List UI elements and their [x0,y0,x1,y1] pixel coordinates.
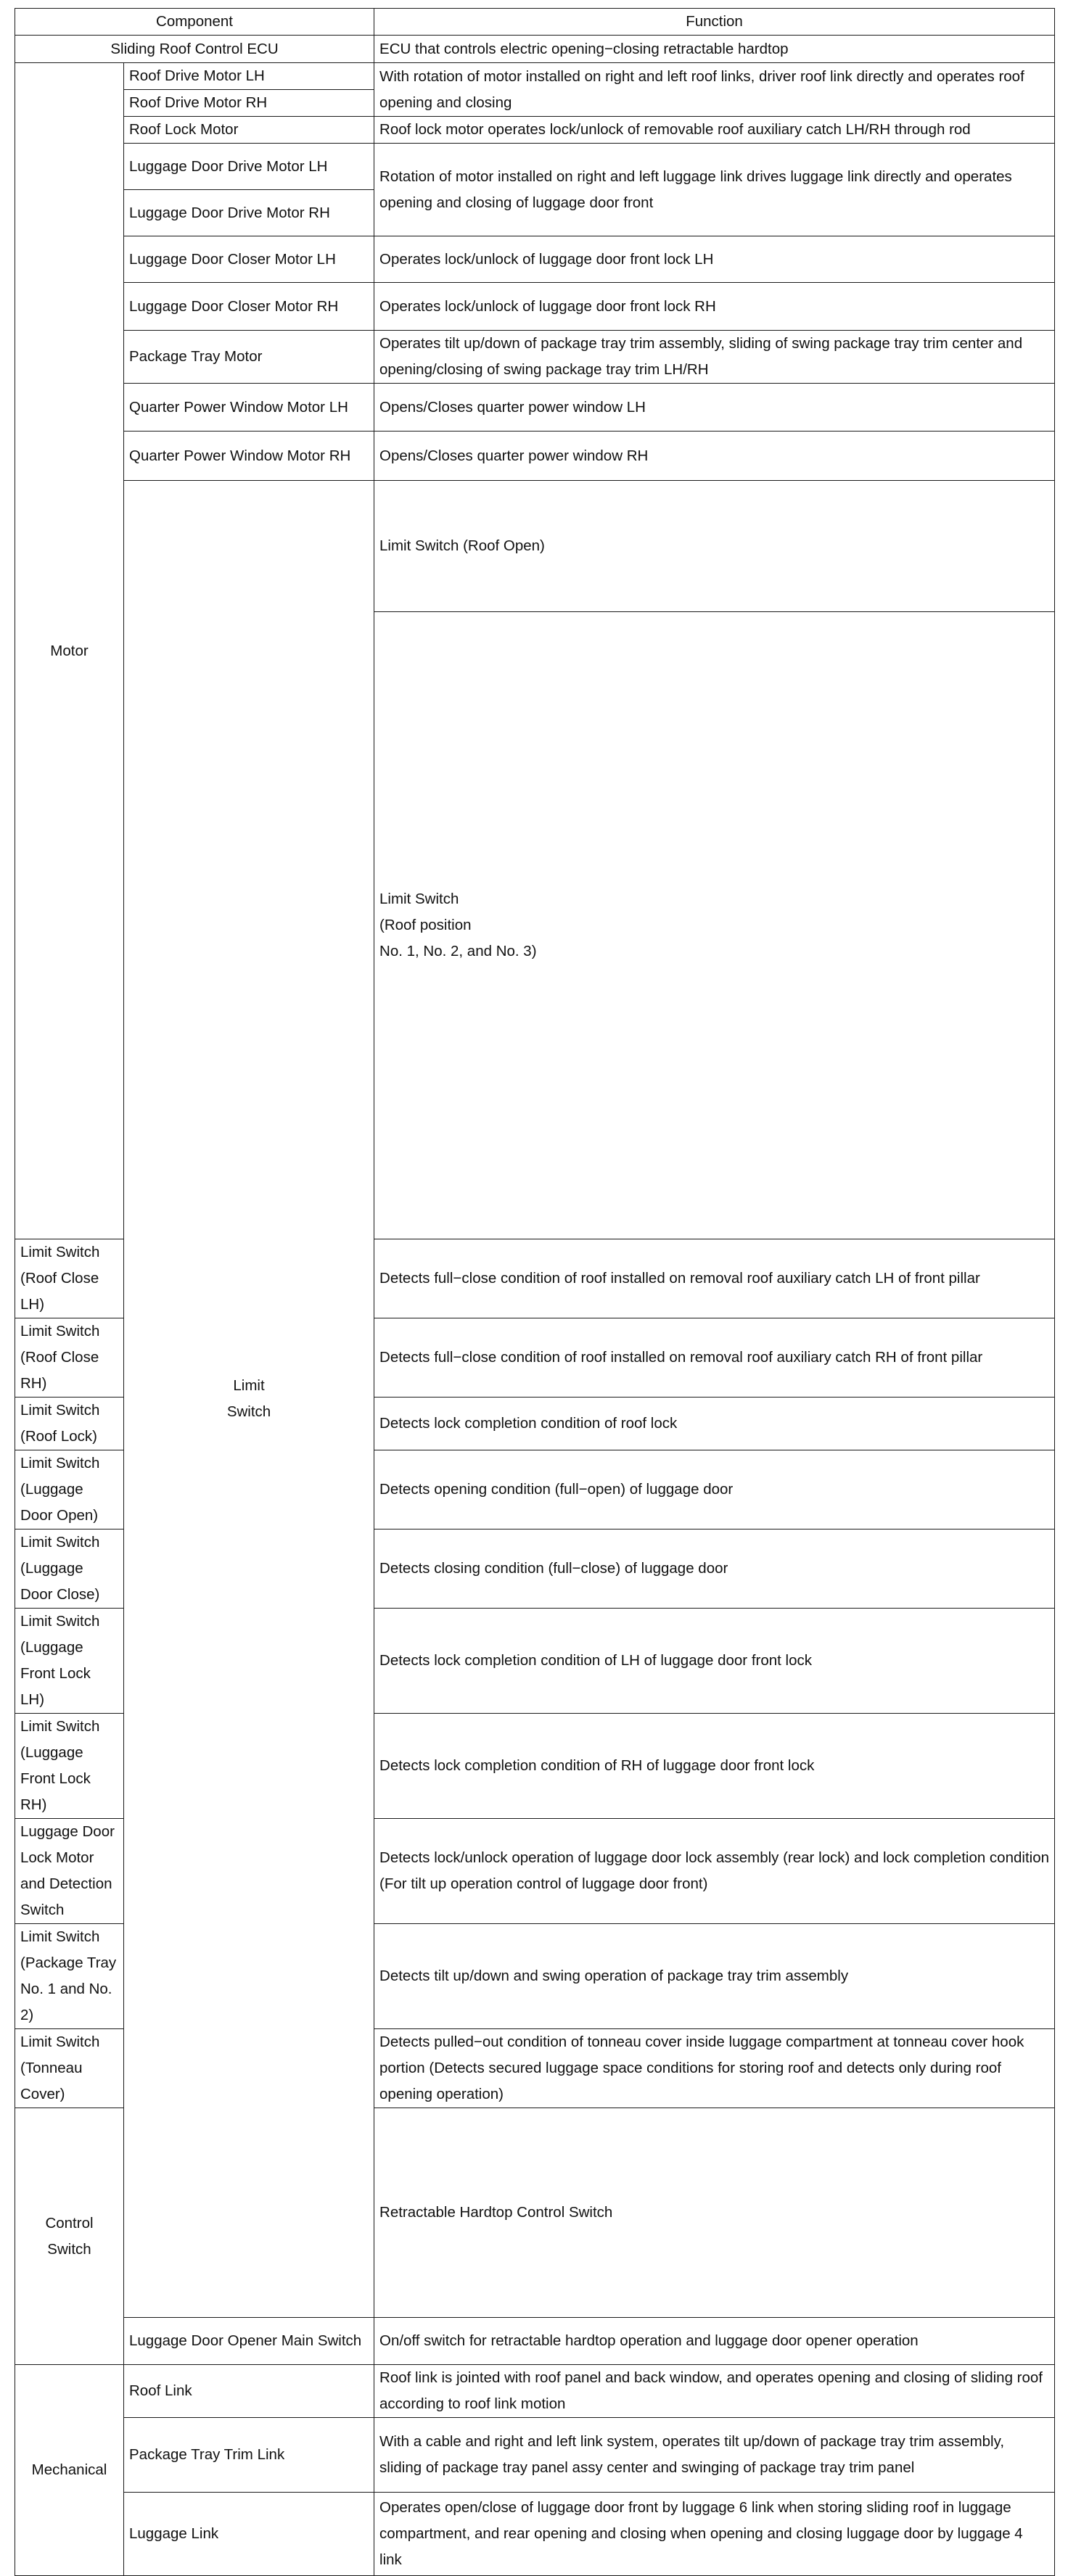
function-cell: Roof link is jointed with roof panel and back window, and operates opening and closing of sliding roof according to roof link motion [374,2365,1055,2418]
component-cell: Retractable Hardtop Control Switch [374,2108,1055,2318]
table-row [15,2493,1055,2576]
component-line: and Detection Switch [20,1875,112,1918]
group-label-mechanical: Mechanical [15,2365,124,2576]
component-cell: Package Tray Motor [124,331,374,384]
group-label-line: Switch [226,1403,271,1420]
component-cell: Limit Switch (Roof Lock) [15,1398,124,1450]
table-row [15,2418,1055,2493]
component-line: (Roof Close RH) [20,1349,99,1392]
component-line: Limit Switch [20,1613,100,1630]
component-line: Limit Switch [20,1534,100,1551]
function-cell: With rotation of motor installed on right and left roof links, driver roof link directly and operates roof opening and closing [374,63,1055,117]
table-row [15,2365,1055,2418]
component-line: Limit Switch [379,891,459,907]
component-cell: Roof Lock Motor [124,117,374,144]
component-line: Limit Switch [20,1718,100,1735]
component-line: Limit Switch [20,1455,100,1471]
component-line: Limit Switch [20,1323,100,1339]
function-cell: Detects lock completion condition of roof lock [374,1398,1055,1450]
table-row [15,384,1055,432]
table-row [15,481,1055,612]
function-cell: Detects lock/unlock operation of luggage door lock assembly (rear lock) and lock completion condition (For tilt up operation control of luggage door front) [374,1819,1055,1924]
component-cell [15,1450,124,1530]
component-cell: Quarter Power Window Motor LH [124,384,374,432]
component-line: No. 1, No. 2, and No. 3) [379,943,537,959]
function-cell: Detects closing condition (full−close) of luggage door [374,1530,1055,1609]
group-label-limit-switch [124,481,374,2318]
table-row [15,331,1055,384]
table-row [15,117,1055,144]
component-line: Limit Switch [20,1928,100,1945]
function-cell: Detects pulled−out condition of tonneau cover inside luggage compartment at tonneau cover hook portion (Detects secured luggage space conditions for storing roof and detects only during roof opening operation) [374,2029,1055,2108]
ecu-function: ECU that controls electric opening−closing retractable hardtop [374,36,1055,63]
function-cell: Operates open/close of luggage door front by luggage 6 link when storing sliding roof in luggage compartment, and rear opening and closing when opening and closing luggage door by luggage 4 link [374,2493,1055,2576]
component-line: (Package Tray No. 1 and No. 2) [20,1954,117,2023]
component-line: (Tonneau Cover) [20,2060,83,2102]
function-cell: Operates lock/unlock of luggage door front lock LH [374,236,1055,283]
group-label-line: Limit [233,1377,265,1394]
component-cell: Package Tray Trim Link [124,2418,374,2493]
function-cell: Detects tilt up/down and swing operation of package tray trim assembly [374,1924,1055,2029]
table-row [15,144,1055,190]
component-cell [15,1318,124,1398]
component-cell [15,1239,124,1318]
function-cell: Roof lock motor operates lock/unlock of removable roof auxiliary catch LH/RH through rod [374,117,1055,144]
component-cell [15,2029,124,2108]
group-label-motor: Motor [15,63,124,1239]
function-cell: Operates lock/unlock of luggage door front lock RH [374,283,1055,331]
group-label-line: Control [45,2214,94,2232]
component-function-table [15,8,1055,2576]
table-row [15,2318,1055,2365]
component-cell [15,1530,124,1609]
component-line: (Luggage Front Lock LH) [20,1639,91,1708]
header-function: Function [374,9,1055,36]
component-cell [374,612,1055,1239]
table-row [15,283,1055,331]
group-label-control-switch [15,2108,124,2365]
function-cell: On/off switch for retractable hardtop operation and luggage door opener operation [374,2318,1055,2365]
component-cell: Quarter Power Window Motor RH [124,432,374,481]
function-cell: Operates tilt up/down of package tray trim assembly, sliding of swing package tray trim center and opening/closing of swing package tray trim LH/RH [374,331,1055,384]
table-row [15,236,1055,283]
function-cell: Opens/Closes quarter power window LH [374,384,1055,432]
component-cell [15,1609,124,1714]
function-cell: Opens/Closes quarter power window RH [374,432,1055,481]
function-cell: Detects lock completion condition of LH of luggage door front lock [374,1609,1055,1714]
component-cell [15,1819,124,1924]
component-line: Limit Switch [20,1244,100,1260]
component-cell [15,1714,124,1819]
component-line: (Roof Close LH) [20,1270,99,1313]
component-line: (Luggage Door Open) [20,1481,99,1524]
component-cell [15,1924,124,2029]
component-cell: Luggage Door Drive Motor RH [124,190,374,236]
component-line: (Luggage Door Close) [20,1560,100,1603]
component-cell: Roof Drive Motor RH [124,90,374,117]
component-cell: Luggage Door Opener Main Switch [124,2318,374,2365]
component-line: Limit Switch [20,2034,100,2050]
function-cell: Detects full−close condition of roof installed on removal roof auxiliary catch LH of front pillar [374,1239,1055,1318]
table-row [15,36,1055,63]
component-cell: Roof Link [124,2365,374,2418]
table-row [15,432,1055,481]
function-cell: With a cable and right and left link system, operates tilt up/down of package tray trim assembly, sliding of package tray panel assy center and swinging of package tray trim panel [374,2418,1055,2493]
function-cell: Detects opening condition (full−open) of luggage door [374,1450,1055,1530]
component-cell: Luggage Door Closer Motor LH [124,236,374,283]
component-cell: Luggage Door Drive Motor LH [124,144,374,190]
table-header-row [15,9,1055,36]
function-cell: Rotation of motor installed on right and left luggage link drives luggage link directly and operates opening and closing of luggage door front [374,144,1055,236]
component-line: (Luggage Front Lock RH) [20,1744,91,1813]
component-line: (Roof position [379,917,472,933]
ecu-component: Sliding Roof Control ECU [15,36,374,63]
component-cell: Luggage Door Closer Motor RH [124,283,374,331]
component-cell: Luggage Link [124,2493,374,2576]
group-label-line: Switch [47,2240,91,2258]
function-cell: Detects full−close condition of roof installed on removal roof auxiliary catch RH of front pillar [374,1318,1055,1398]
function-cell: Detects lock completion condition of RH of luggage door front lock [374,1714,1055,1819]
component-line: Luggage Door Lock Motor [20,1823,115,1866]
component-cell: Limit Switch (Roof Open) [374,481,1055,612]
header-component: Component [15,9,374,36]
table-row [15,63,1055,90]
component-cell: Roof Drive Motor LH [124,63,374,90]
